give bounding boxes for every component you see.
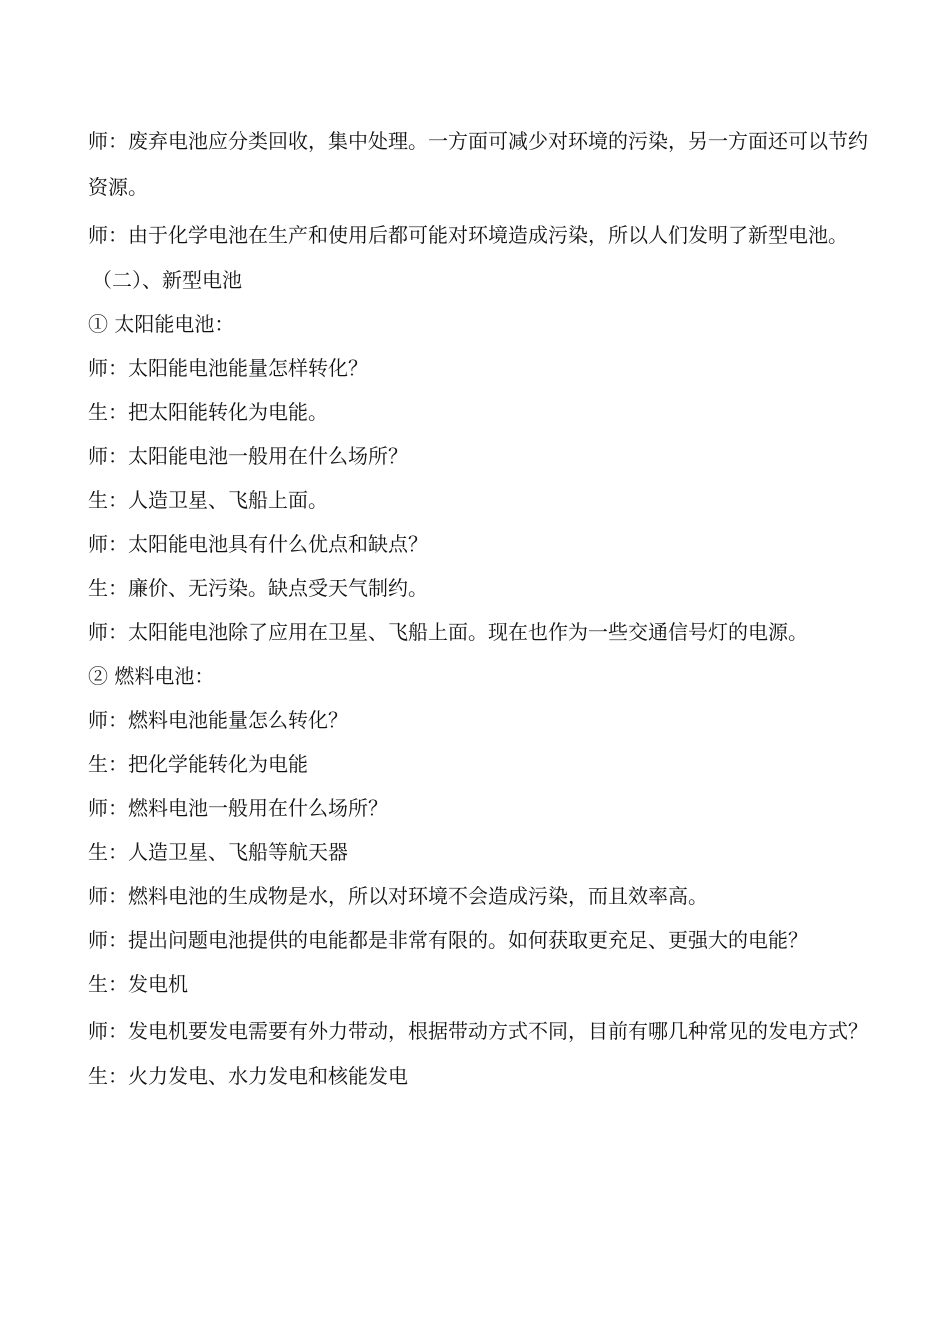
dialogue-line: 师：太阳能电池一般用在什么场所？ — [88, 444, 408, 468]
paragraph-new-battery-intro: 师：由于化学电池在生产和使用后都可能对环境造成污染，所以人们发明了新型电池。 — [88, 223, 848, 247]
dialogue-line: 师：燃料电池一般用在什么场所？ — [88, 796, 388, 820]
section-heading-new-batteries: （二）、新型电池 — [92, 268, 242, 292]
dialogue-line: 师：太阳能电池具有什么优点和缺点？ — [88, 532, 428, 556]
dialogue-line: 师：燃料电池能量怎么转化？ — [88, 708, 348, 732]
dialogue-line: 师：太阳能电池能量怎样转化？ — [88, 356, 368, 380]
dialogue-line: 生：廉价、无污染。缺点受天气制约。 — [88, 576, 428, 600]
subheading-solar-battery: ① 太阳能电池： — [88, 312, 235, 336]
dialogue-line: 生：把化学能转化为电能 — [88, 752, 308, 776]
dialogue-line: 生：发电机 — [88, 972, 188, 996]
dialogue-line: 师：太阳能电池除了应用在卫星、飞船上面。现在也作为一些交通信号灯的电源。 — [88, 620, 808, 644]
subheading-fuel-cell: ② 燃料电池： — [88, 664, 215, 688]
paragraph-waste-battery: 师：废弃电池应分类回收，集中处理。一方面可减少对环境的污染，另一方面还可以节约资源。 — [88, 129, 868, 199]
dialogue-line: 师：燃料电池的生成物是水，所以对环境不会造成污染，而且效率高。 — [88, 884, 708, 908]
paragraph-generator-methods: 师：发电机要发电需要有外力带动，根据带动方式不同，目前有哪几种常见的发电方式？ — [88, 1019, 868, 1043]
dialogue-line: 生：人造卫星、飞船等航天器 — [88, 840, 348, 864]
document-body — [88, 118, 868, 1100]
dialogue-line: 生：把太阳能转化为电能。 — [88, 400, 328, 424]
dialogue-line: 生：人造卫星、飞船上面。 — [88, 488, 328, 512]
dialogue-line: 师：提出问题电池提供的电能都是非常有限的。如何获取更充足、更强大的电能？ — [88, 928, 808, 952]
dialogue-line: 生：火力发电、水力发电和核能发电 — [88, 1064, 408, 1088]
